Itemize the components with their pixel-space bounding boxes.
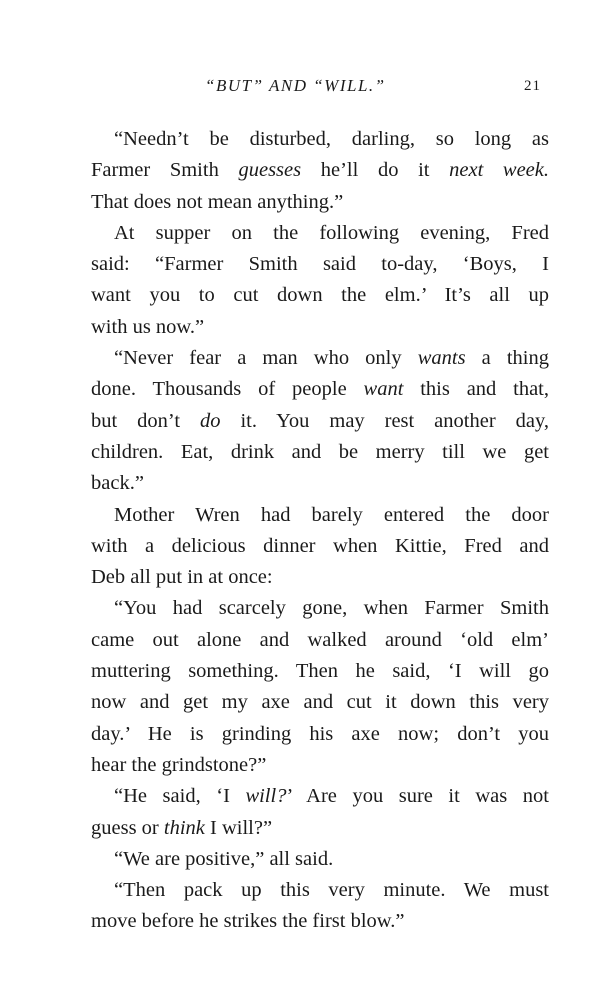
text-run: “Needn’t be disturbed, darling, so long as xyxy=(114,128,549,150)
text-line xyxy=(91,249,549,280)
text-line xyxy=(91,374,549,405)
text-run: he’ll do it xyxy=(301,159,450,182)
text-run: said: “Farmer Smith said to-day, ‘Boys, I xyxy=(91,253,549,276)
text-run: children. Eat, drink and be merry till we get xyxy=(91,440,549,463)
text-run: I will?” xyxy=(204,816,273,839)
italic-text: think xyxy=(163,816,205,839)
text-run: this and that, xyxy=(403,378,549,401)
text-line xyxy=(91,813,549,844)
text-line xyxy=(91,781,549,812)
italic-text: will? xyxy=(245,785,287,808)
paragraph xyxy=(91,218,549,343)
paragraph xyxy=(91,500,549,594)
text-line xyxy=(91,124,549,155)
text-run: At supper on the following evening, Fred xyxy=(114,221,549,244)
italic-text: want xyxy=(363,378,404,401)
text-run: it. You may rest another day, xyxy=(220,409,549,432)
text-line xyxy=(91,593,549,624)
text-run: day.’ He is grinding his axe now; don’t you xyxy=(91,722,549,745)
text-run: “You had scarcely gone, when Farmer Smith xyxy=(114,597,549,620)
text-run: done. Thousands of people xyxy=(91,378,364,401)
text-run: “He said, ‘I xyxy=(114,785,246,808)
text-run: Deb all put in at once: xyxy=(91,566,273,589)
italic-text: next week. xyxy=(449,159,549,182)
paragraph xyxy=(91,781,549,844)
text-line xyxy=(91,625,549,656)
text-line xyxy=(91,187,549,218)
text-run: want you to cut down the elm.’ It’s all up xyxy=(91,284,549,307)
text-line xyxy=(91,875,549,906)
page-number: 21 xyxy=(524,78,541,94)
text-line xyxy=(91,155,549,186)
text-line xyxy=(91,218,549,249)
text-line xyxy=(91,312,549,343)
text-line xyxy=(91,280,549,311)
text-line xyxy=(91,500,549,531)
text-line xyxy=(91,406,549,437)
text-run: ’ Are you sure it was not xyxy=(286,785,549,808)
text-run: with us now.” xyxy=(91,315,205,338)
running-title: “BUT” AND “WILL.” xyxy=(205,76,386,95)
text-run: Farmer Smith xyxy=(91,159,239,182)
body-text xyxy=(91,124,549,938)
paragraph xyxy=(91,844,549,875)
text-line xyxy=(91,906,549,937)
text-run: move before he strikes the first blow.” xyxy=(91,910,405,933)
text-line xyxy=(91,343,549,374)
text-run: “Never fear a man who only xyxy=(114,347,418,370)
paragraph xyxy=(91,343,549,499)
text-run: but don’t xyxy=(91,409,201,432)
text-line xyxy=(91,719,549,750)
text-line xyxy=(91,844,549,875)
text-line xyxy=(91,531,549,562)
text-run: guess or xyxy=(91,816,164,839)
text-run: a thing xyxy=(465,347,549,370)
text-line xyxy=(91,437,549,468)
text-run: with a delicious dinner when Kittie, Fred and xyxy=(91,534,549,557)
text-line xyxy=(91,656,549,687)
text-line xyxy=(91,468,549,499)
text-run: hear the grindstone?” xyxy=(91,753,267,776)
text-run: muttering something. Then he said, ‘I will go xyxy=(91,660,549,683)
text-line xyxy=(91,750,549,781)
text-run: “We are positive,” all said. xyxy=(114,847,334,870)
text-run: back.” xyxy=(91,472,144,495)
paragraph xyxy=(91,124,549,218)
italic-text: guesses xyxy=(238,159,302,182)
text-line xyxy=(91,687,549,718)
text-run: came out alone and walked around ‘old elm’ xyxy=(91,628,549,651)
running-head xyxy=(0,76,615,100)
paragraph xyxy=(91,593,549,781)
text-line xyxy=(91,562,549,593)
text-run: “Then pack up this very minute. We must xyxy=(114,879,549,902)
italic-text: do xyxy=(200,409,221,432)
text-run: now and get my axe and cut it down this very xyxy=(91,691,549,714)
text-run: That does not mean anything.” xyxy=(91,190,344,213)
paragraph xyxy=(91,875,549,938)
italic-text: wants xyxy=(417,347,466,370)
text-run: Mother Wren had barely entered the door xyxy=(114,503,549,526)
